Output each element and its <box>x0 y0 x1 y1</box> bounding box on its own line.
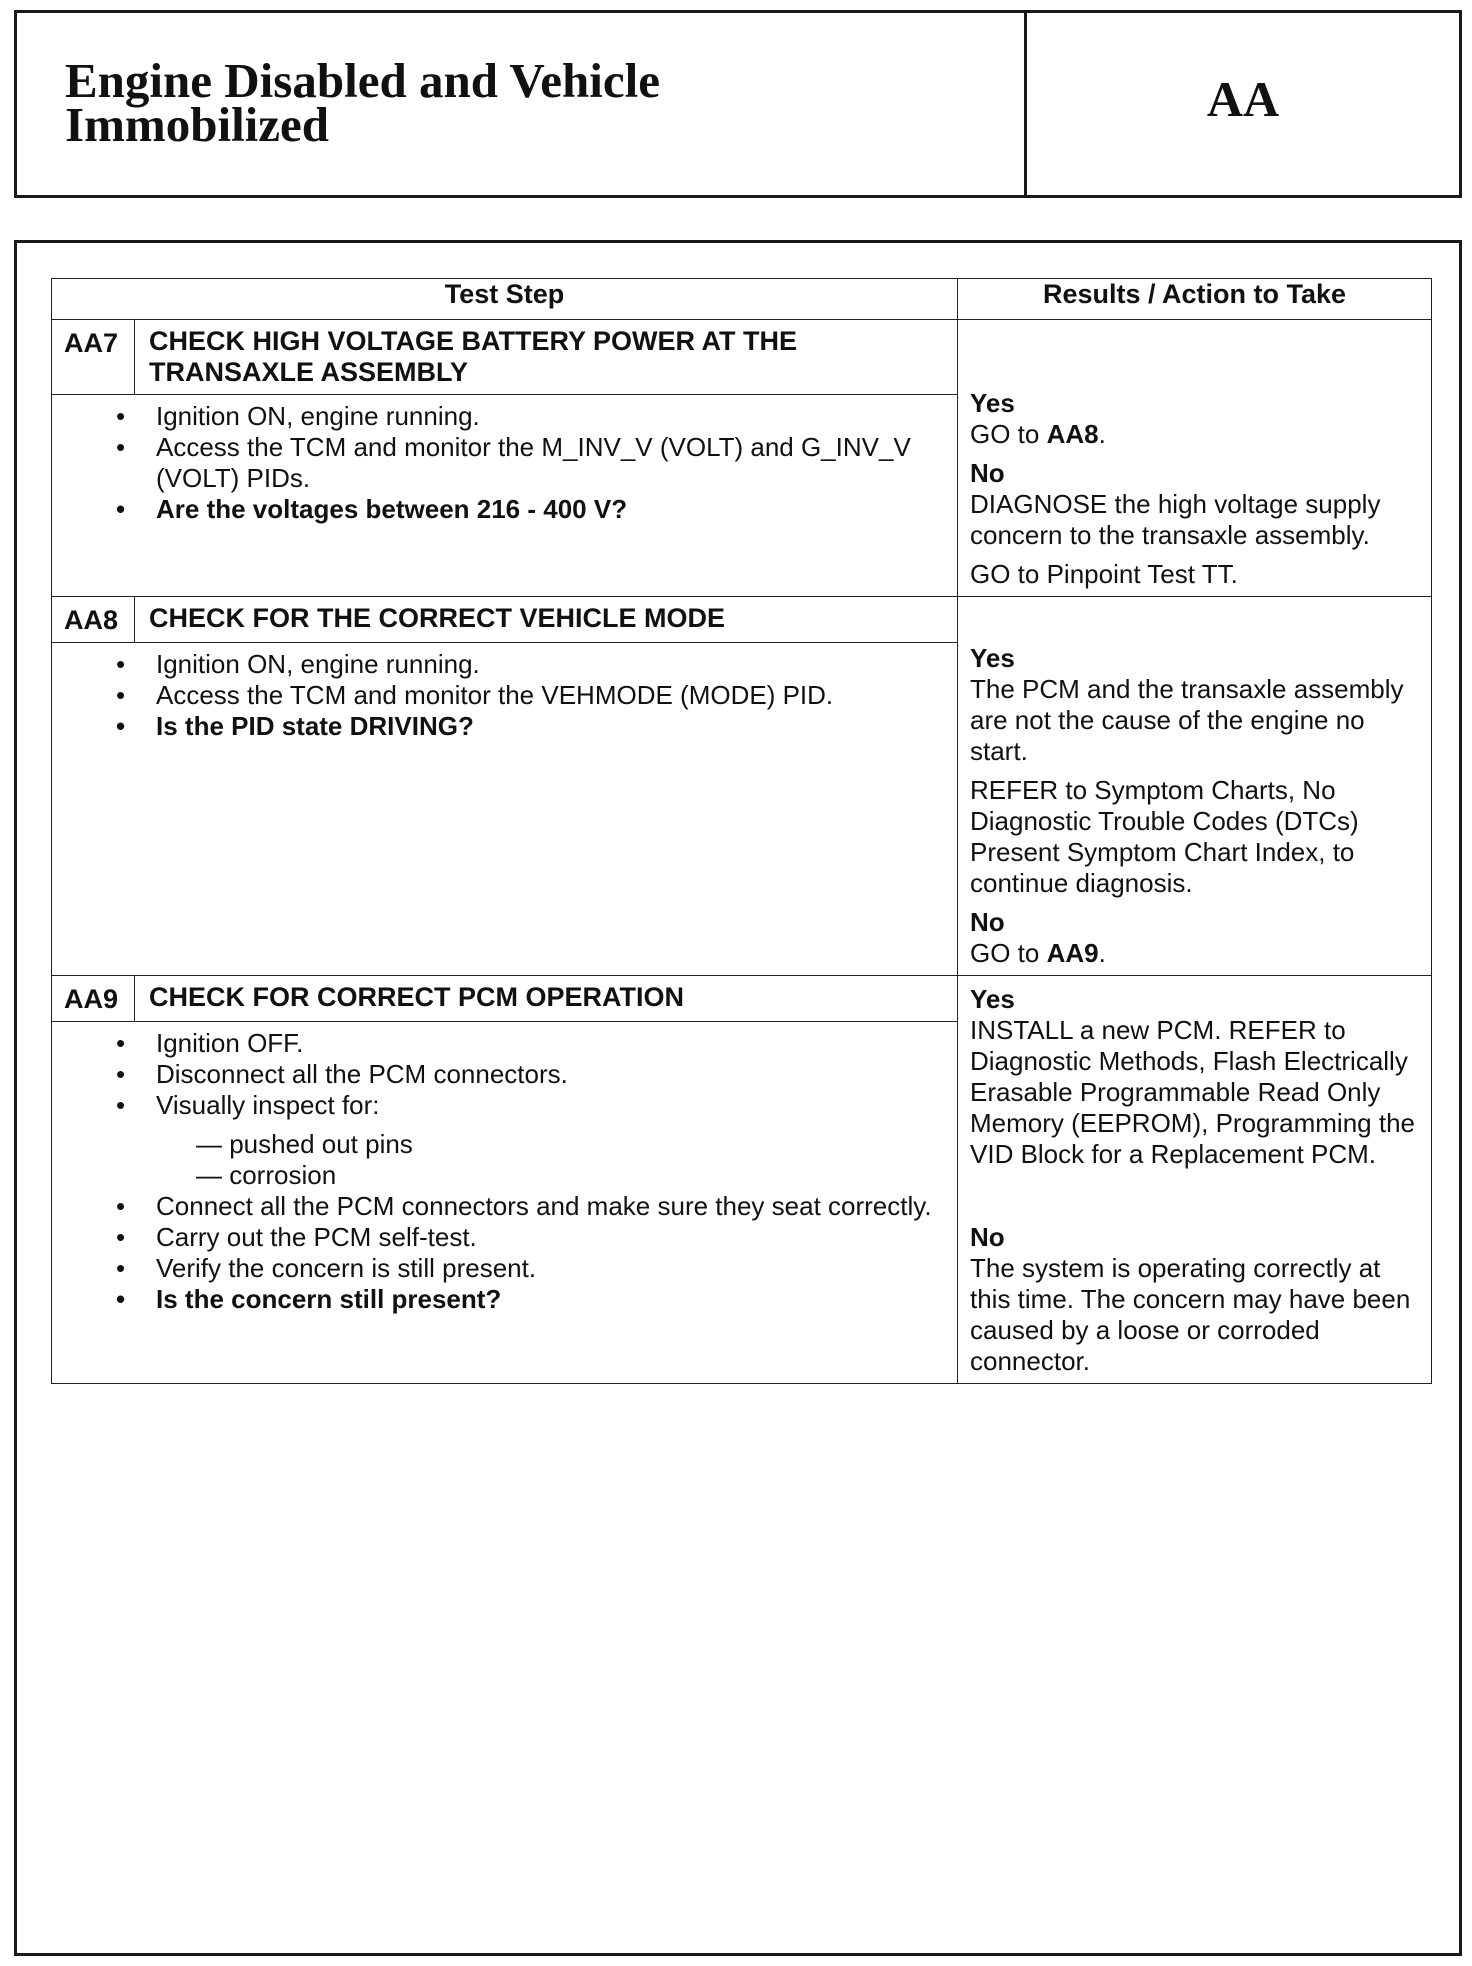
page-title-line1: Engine Disabled and Vehicle <box>65 53 660 108</box>
sub-item: — pushed out pins <box>196 1129 413 1159</box>
list-item: • Disconnect all the PCM connectors. <box>156 1059 945 1090</box>
no-label: No <box>970 1222 1005 1252</box>
step-title: CHECK HIGH VOLTAGE BATTERY POWER AT THE TRANSAXLE ASSEMBLY <box>149 326 797 387</box>
step-id: AA8 <box>52 597 135 642</box>
step-cell-aa7 <box>52 320 958 597</box>
sub-item: — corrosion <box>196 1160 337 1190</box>
step-header <box>52 976 957 1022</box>
step-question: • Is the PID state DRIVING? <box>156 711 945 742</box>
step-body <box>52 643 957 754</box>
list-item: • Connect all the PCM connectors and make sure they seat correctly. <box>156 1191 945 1222</box>
page-title-line2: Immobilized <box>65 97 330 152</box>
step-question: • Is the concern still present? <box>156 1284 945 1315</box>
step-title: CHECK FOR THE CORRECT VEHICLE MODE <box>149 603 726 633</box>
yes-label: Yes <box>970 388 1015 418</box>
step-header <box>52 597 957 643</box>
step-id: AA9 <box>52 976 135 1021</box>
result-cell-aa9 <box>958 976 1432 1384</box>
result-text: The PCM and the transaxle assembly are not the cause of the engine no start. <box>970 674 1404 766</box>
result-text: INSTALL a new PCM. REFER to Diagnostic Methods, Flash Electrically Erasable Programmable Read Only Memory (EEPROM), Programming the VID Block for a Replacement PCM. <box>970 1015 1415 1169</box>
yes-label: Yes <box>970 984 1015 1014</box>
list-item: • Verify the concern is still present. <box>156 1253 945 1284</box>
page-title <box>17 13 1027 195</box>
list-item: • Visually inspect for: <box>156 1090 945 1121</box>
result-text: GO to Pinpoint Test TT. <box>970 559 1238 589</box>
result-text: The system is operating correctly at this time. The concern may have been caused by a loose or corroded connector. <box>970 1253 1411 1376</box>
test-steps-table <box>51 278 1432 1384</box>
result-cell-aa7: Yes GO to AA8. No DIAGNOSE the high voltage supply concern to the transaxle assembly. GO to Pinpoint Test TT. <box>958 320 1432 597</box>
goto-ref-aa9: AA9 <box>1046 938 1099 968</box>
step-body <box>52 395 957 537</box>
result-cell-aa8: Yes The PCM and the transaxle assembly are not the cause of the engine no start. REFER to Symptom Charts, No Diagnostic Trouble Codes (DTCs) Present Symptom Chart Index, to continue diagnosis. No GO to AA9. <box>958 597 1432 976</box>
list-item: • Ignition OFF. <box>156 1028 945 1059</box>
table-row <box>52 320 1432 597</box>
no-label: No <box>970 458 1005 488</box>
pinpoint-code: AA <box>1206 71 1280 127</box>
step-title: CHECK FOR CORRECT PCM OPERATION <box>149 982 685 1012</box>
result-text: REFER to Symptom Charts, No Diagnostic Trouble Codes (DTCs) Present Symptom Chart Index, to continue diagnosis. <box>970 775 1359 898</box>
list-item: • Ignition ON, engine running. <box>156 401 945 432</box>
step-id: AA7 <box>52 320 135 394</box>
table-header-row <box>52 279 1432 320</box>
goto-ref-aa8: AA8 <box>1046 419 1099 449</box>
step-cell-aa8 <box>52 597 958 976</box>
column-header-test-step: Test Step <box>52 279 958 320</box>
table-row <box>52 597 1432 976</box>
list-item: • Carry out the PCM self-test. <box>156 1222 945 1253</box>
table-row <box>52 976 1432 1384</box>
step-header <box>52 320 957 395</box>
column-header-results: Results / Action to Take <box>958 279 1432 320</box>
goto-text: GO to <box>970 938 1040 968</box>
header-box <box>14 10 1462 198</box>
yes-label: Yes <box>970 643 1015 673</box>
step-body <box>52 1022 957 1327</box>
no-label: No <box>970 907 1005 937</box>
goto-text: GO to <box>970 419 1040 449</box>
content-frame <box>14 240 1462 1956</box>
list-item: • Access the TCM and monitor the VEHMODE (MODE) PID. <box>156 680 945 711</box>
step-question: • Are the voltages between 216 - 400 V? <box>156 494 945 525</box>
step-cell-aa9 <box>52 976 958 1384</box>
list-item: • Ignition ON, engine running. <box>156 649 945 680</box>
result-text: DIAGNOSE the high voltage supply concern to the transaxle assembly. <box>970 489 1381 550</box>
list-item: • Access the TCM and monitor the M_INV_V (VOLT) and G_INV_V (VOLT) PIDs. <box>156 432 945 494</box>
